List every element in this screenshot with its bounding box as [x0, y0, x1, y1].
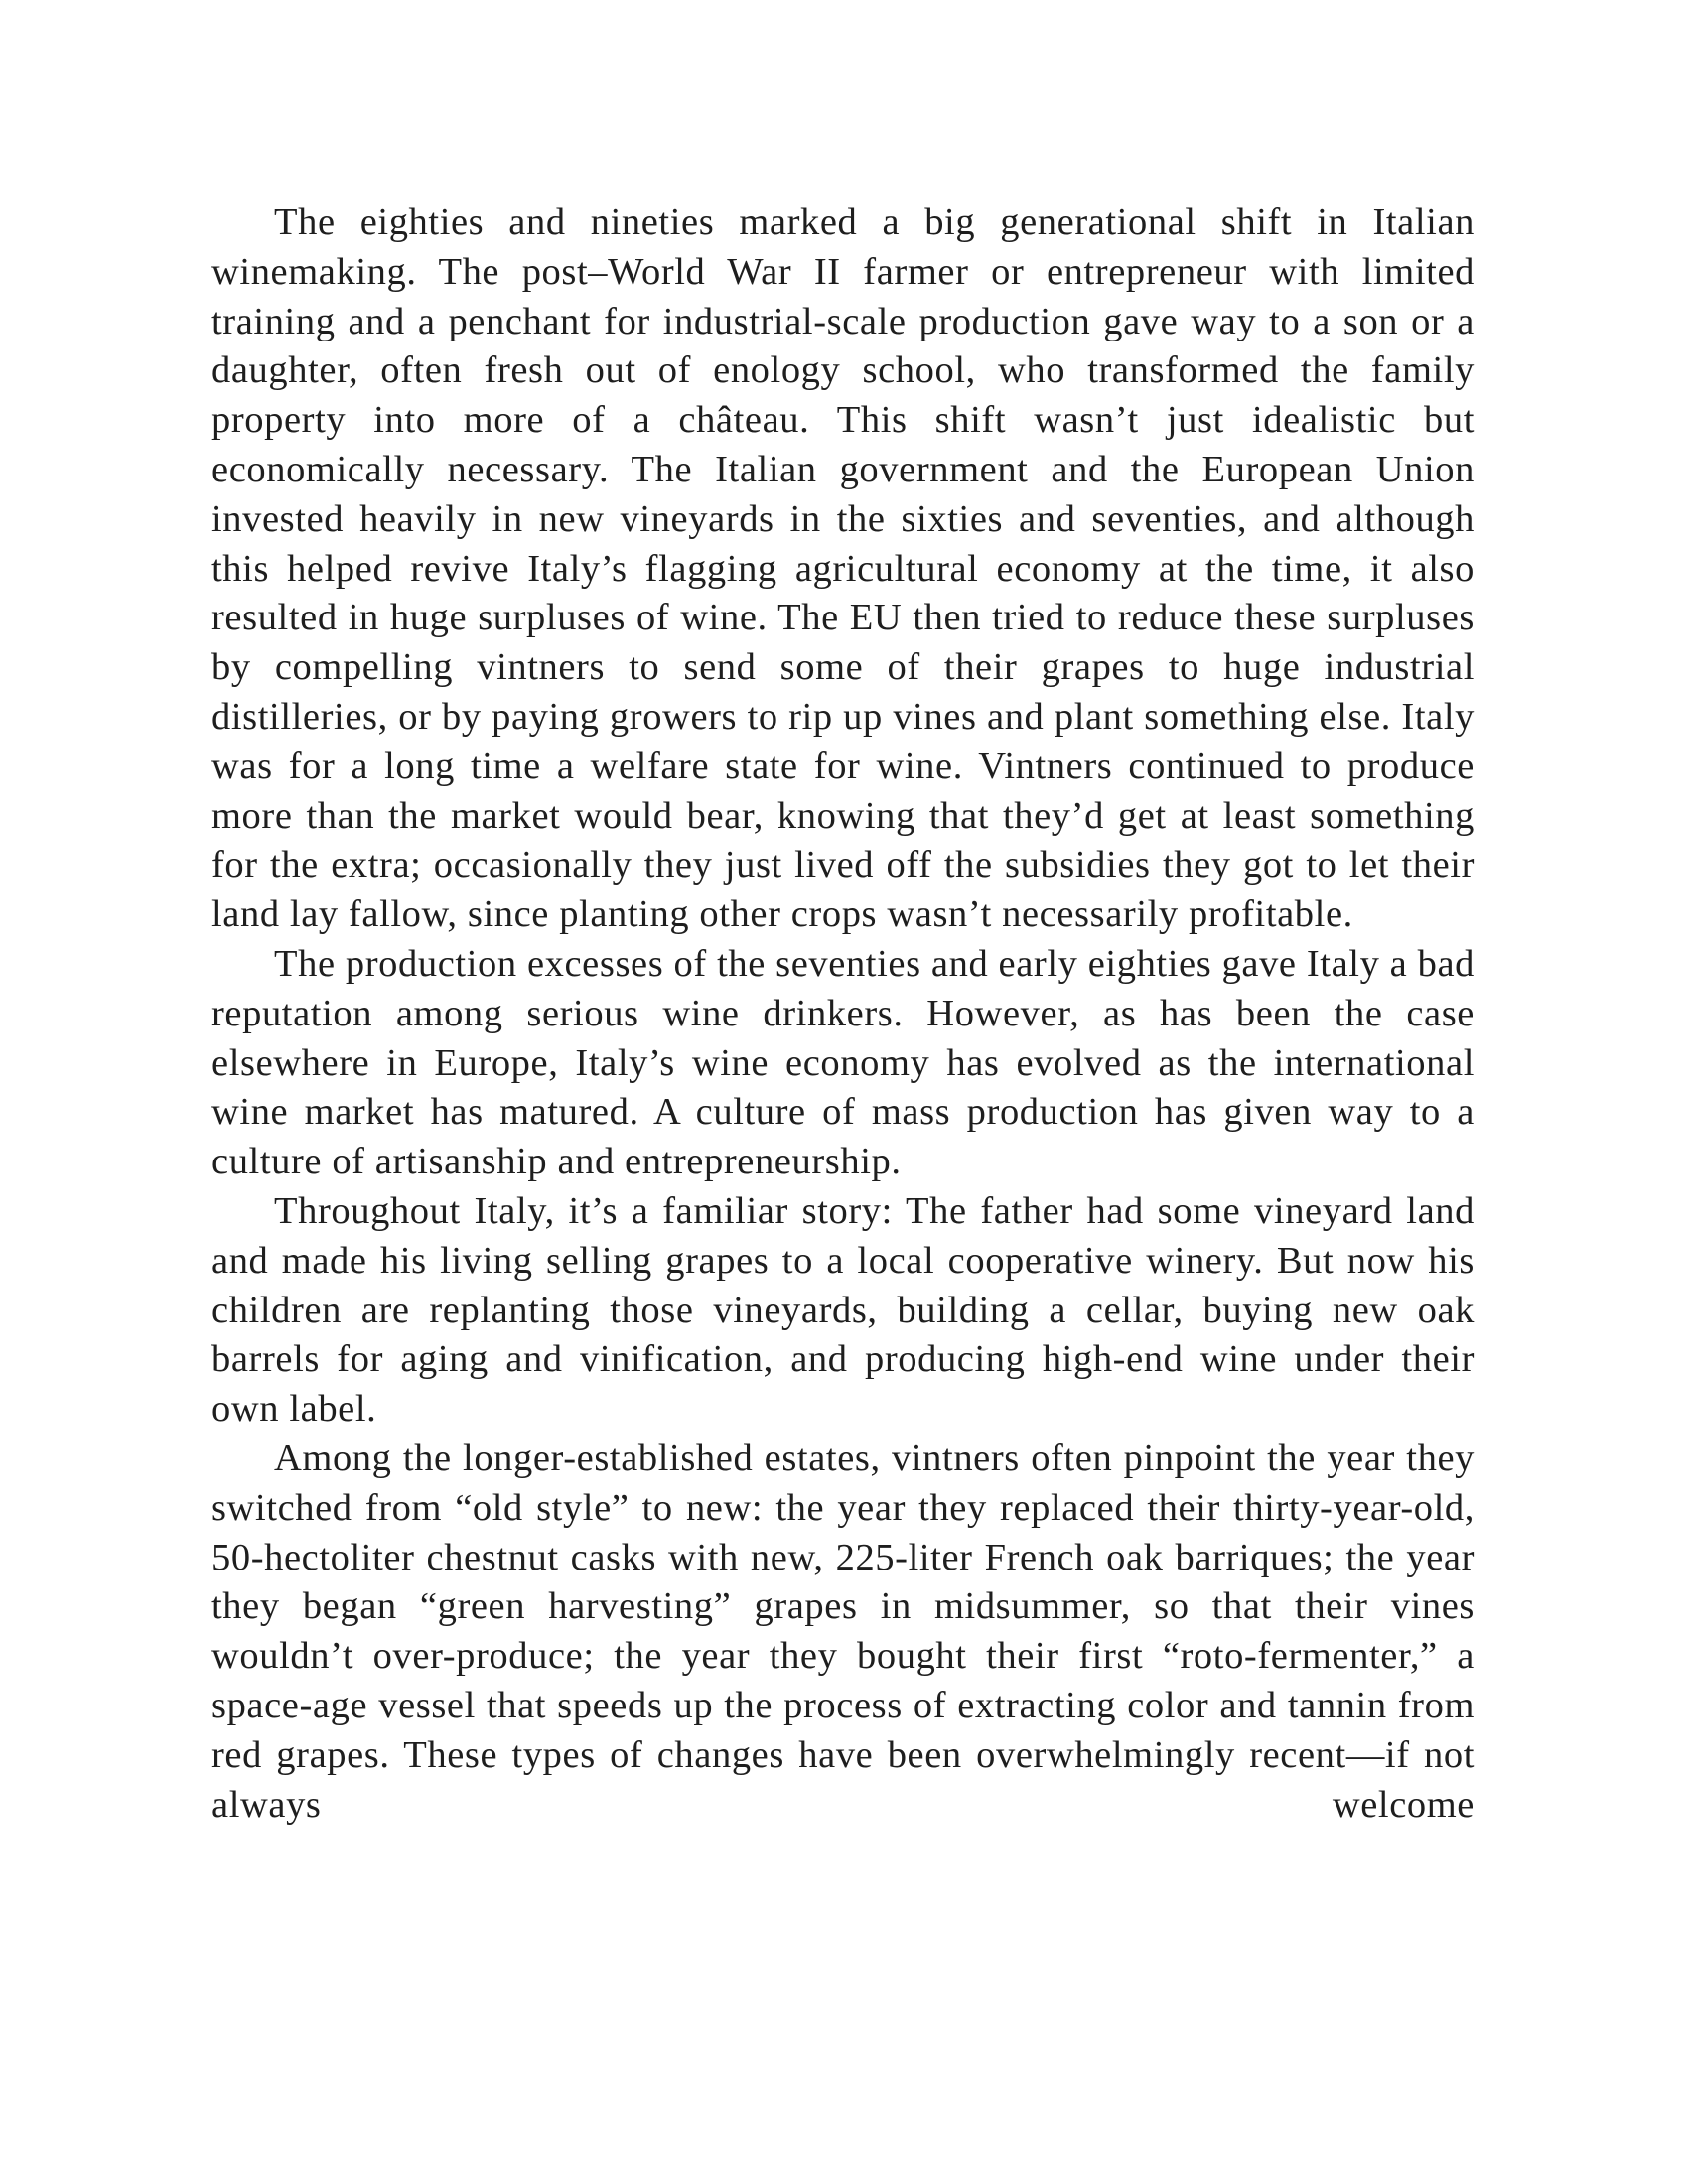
- body-text: [211, 199, 1475, 1830]
- paragraph: Among the longer-established estates, vintners often pinpoint the year they switched from “old style” to new: the year they replaced their thirty-year-old, 50-hectoliter chestnut casks with new, 225-liter French oak barriques; the year they began “green harvesting” grapes in midsummer, so that their vines wouldn’t over-produce; the year they bought their first “roto-fermenter,” a space-age vessel that speeds up the process of extracting color and tannin from red grapes. These types of changes have been overwhelmingly recent—if not always welcome: [211, 1436, 1475, 1826]
- paragraph: The production excesses of the seventies and early eighties gave Italy a bad reputation among serious wine drinkers. However, as has been the case elsewhere in Europe, Italy’s wine economy has evolved as the international wine market has matured. A culture of mass production has given way to a culture of artisanship and entrepreneurship.: [211, 942, 1475, 1183]
- paragraph: Throughout Italy, it’s a familiar story: The father had some vineyard land and made his living selling grapes to a local cooperative winery. But now his children are replanting those vineyards, building a cellar, buying new oak barrels for aging and vinification, and producing high-end wine under their own label.: [211, 1189, 1475, 1431]
- paragraph: The eighties and nineties marked a big generational shift in Italian winemaking. The post–World War II farmer or entrepreneur with limited training and a penchant for industrial-scale production gave way to a son or a daughter, often fresh out of enology school, who transformed the family property into more of a château. This shift wasn’t just idealistic but economically necessary. The Italian government and the European Union invested heavily in new vineyards in the sixties and seventies, and although this helped revive Italy’s flagging agricultural economy at the time, it also resulted in huge surpluses of wine. The EU then tried to reduce these surpluses by compelling vintners to send some of their grapes to huge industrial distilleries, or by paying growers to rip up vines and plant something else. Italy was for a long time a welfare state for wine. Vintners continued to produce more than the market would bear, knowing that they’d get at least something for the extra; occasionally they just lived off the subsidies they got to let their land lay fallow, since planting other crops wasn’t necessarily profitable.: [211, 202, 1475, 936]
